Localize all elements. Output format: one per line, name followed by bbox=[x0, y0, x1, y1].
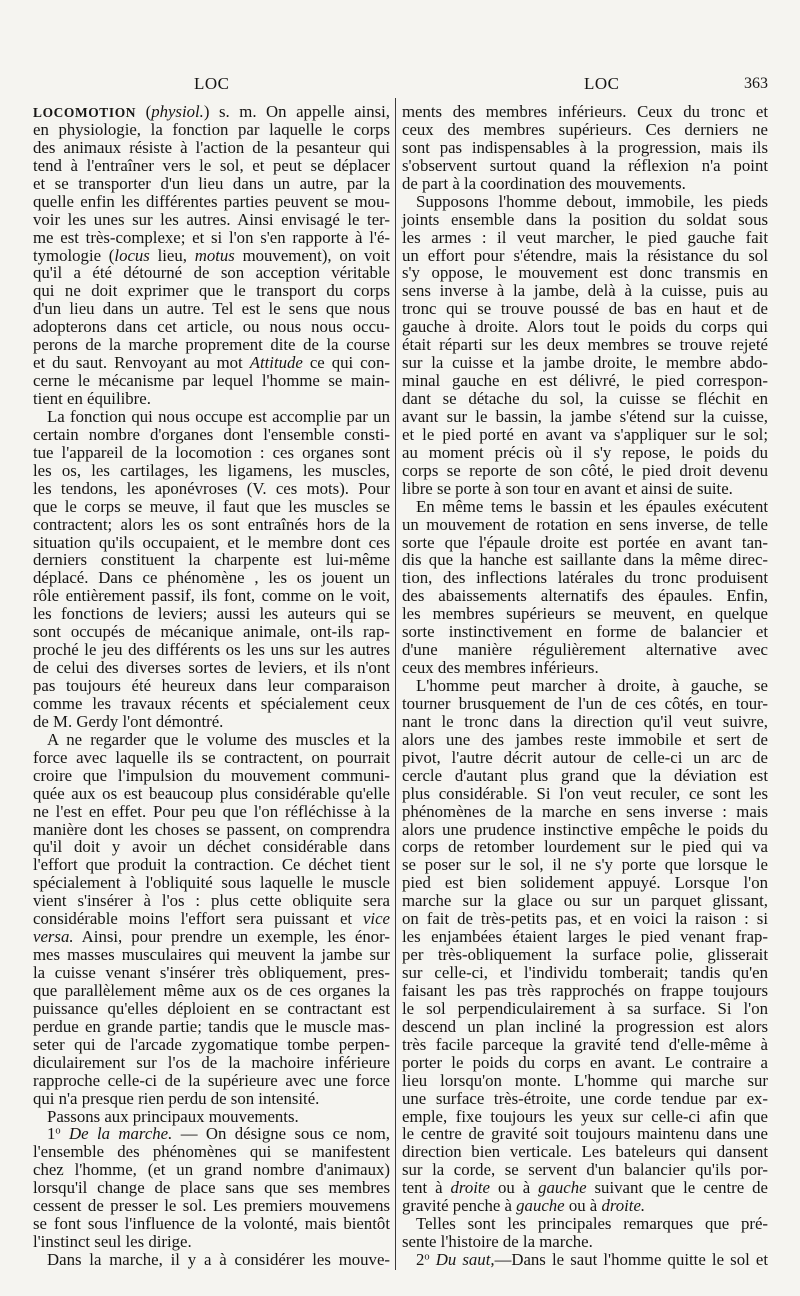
text-run: —Dans le saut l'homme quitte le sol et bbox=[494, 1250, 768, 1269]
text-line: était réparti sur les deux membres se trouve rejeté bbox=[402, 335, 768, 355]
superscript: o bbox=[424, 1251, 430, 1263]
text-line bbox=[33, 103, 390, 121]
text-line: rôle entièrement passif, ils font, comme on le voit, bbox=[33, 586, 390, 606]
text-line bbox=[33, 354, 390, 372]
text-line: croire que l'impulsion du mouvement communi- bbox=[33, 765, 390, 785]
text-line: faisant les pas très rapprochés on frappe toujours bbox=[402, 980, 768, 1000]
text-line: qui ne doit exprimer que le transport du corps bbox=[33, 281, 390, 301]
text-line: plus considérable. Si l'on veut reculer, ce sont les bbox=[402, 783, 768, 803]
text-line: perons de la marche proprement dite de la course bbox=[33, 335, 390, 355]
text-line: très facile parceque la gravité tend d'elle-même à bbox=[402, 1034, 768, 1054]
text-line: que parallèlement même aux os de ces organes la bbox=[33, 980, 390, 1000]
text-line: contractent; alors les os sont entraînés hors de la bbox=[33, 514, 390, 534]
text-line: proché le jeu des différents os les uns sur les autres bbox=[33, 640, 390, 660]
text-line: sont occupés de mécanique animale, ont-ils rap- bbox=[33, 622, 390, 642]
text-line: Passons aux principaux mouvements. bbox=[47, 1106, 299, 1126]
text-line: de celui des diverses sortes de leviers, et ils n'ont bbox=[33, 658, 390, 678]
text-line: alors une prudence instinctive empêche le poids du bbox=[402, 819, 768, 839]
text-line bbox=[402, 1251, 768, 1269]
text-line: ceux des membres supérieurs. Ces derniers ne bbox=[402, 119, 768, 139]
text-line: vient s'insérer à l'os : plus cette obliquite sera bbox=[33, 891, 390, 911]
text-run: et du saut. Renvoyant au mot bbox=[33, 353, 250, 373]
text-line: joints ensemble dans la position du soldat sous bbox=[402, 209, 768, 229]
text-line bbox=[33, 928, 390, 946]
paragraph bbox=[33, 1108, 390, 1126]
text-line: perdue en grande partie; tandis que le muscle mas- bbox=[33, 1016, 390, 1036]
text-line bbox=[402, 1179, 768, 1197]
text-line: les tendons, les aponévroses (V. ces mots). Pour bbox=[33, 478, 390, 498]
text-line: seter qui de l'arcade zygomatique tombe perpen- bbox=[33, 1034, 390, 1054]
text-line: un effort pour s'étendre, mais la résistance du sol bbox=[402, 245, 768, 265]
italic-text: vice bbox=[362, 909, 390, 929]
text-line: descend un plan incliné la progression est alors bbox=[402, 1016, 768, 1036]
text-line: cessent de presser le sol. Les premiers mouvemens bbox=[33, 1196, 390, 1216]
text-line: lieu lorsqu'on monte. L'homme qui marche sur bbox=[402, 1070, 768, 1090]
text-line: Telles sont les principales remarques que pré- bbox=[416, 1214, 768, 1234]
text-line: cerne le mécanisme par lequel l'homme se main- bbox=[33, 371, 390, 391]
text-line: qu'il doit y avoir un déchet considérable dans bbox=[33, 837, 390, 857]
text-line: adopterons dans cet article, ou nous nous occu- bbox=[33, 317, 390, 337]
italic-text: gauche bbox=[538, 1178, 587, 1198]
text-line: La fonction qui nous occupe est accomplie par un bbox=[47, 406, 390, 426]
text-line: cercle d'autant plus grand que la déviation est bbox=[402, 765, 768, 785]
text-line: sur celle-ci, et l'individu tomberait; tandis qu'en bbox=[402, 963, 768, 982]
text-line: quelle enfin les différentes parties peuvent se mou- bbox=[33, 191, 390, 211]
text-line: tourner brusquement de l'un de ces côtés, en tour- bbox=[402, 693, 768, 713]
text-line: une surface très-étroite, une corde tendue par ex- bbox=[402, 1088, 768, 1108]
text-line: tient en équilibre. bbox=[33, 389, 151, 408]
italic-text: locus bbox=[114, 245, 150, 265]
text-line: chez l'homme, (et un grand nombre d'animaux) bbox=[33, 1160, 390, 1180]
text-line: libre se porte à son tour en avant et ainsi de suite. bbox=[402, 478, 733, 498]
text-line: déplacé. Dans ce phénomène , les os jouent un bbox=[33, 568, 390, 588]
text-line: le sol perpendiculairement à sa surface. Si l'on bbox=[402, 998, 768, 1018]
text-line: l'instinct seul les dirige. bbox=[33, 1232, 192, 1252]
italic-text: De la marche. bbox=[60, 1124, 173, 1144]
paragraph bbox=[33, 1125, 390, 1251]
text-line: En même tems le bassin et les épaules exécutent bbox=[416, 496, 768, 516]
text-run: tent à bbox=[402, 1178, 451, 1198]
italic-text: Attitude bbox=[249, 353, 303, 373]
text-line: de part à la coordination des mouvements. bbox=[402, 173, 686, 193]
text-line: puissance qu'elles déploient en se contractant est bbox=[33, 998, 390, 1018]
text-line: s'y oppose, le mouvement est donc transmis en bbox=[402, 263, 768, 283]
text-run: ) s. m. On appelle ainsi, bbox=[203, 102, 390, 121]
text-line: au moment précis où il s'y repose, le poids du bbox=[402, 442, 768, 462]
text-line: direction bien verticale. Les bateleurs qui dansent bbox=[402, 1142, 768, 1162]
text-line: les armes : il veut marcher, le pied gauche fait bbox=[402, 227, 768, 247]
text-run: considérable moins l'effort sera puissant et bbox=[33, 909, 363, 929]
text-line bbox=[33, 1125, 390, 1143]
page-number: 363 bbox=[744, 75, 768, 92]
text-run: Ainsi, pour prendre un exemple, les énor- bbox=[73, 927, 390, 947]
italic-text: motus bbox=[194, 245, 235, 265]
text-line: dis que la hanche est saillante dans la même direc- bbox=[402, 550, 768, 570]
text-line bbox=[33, 247, 390, 265]
text-line: situation qu'ils occupaient, et le membre dont ces bbox=[33, 532, 390, 552]
text-line bbox=[33, 910, 390, 928]
text-run: 2 bbox=[416, 1250, 425, 1269]
text-run: ce qui con- bbox=[302, 353, 390, 373]
text-line: pivot, l'autre décrit autour de celle-ci un arc de bbox=[402, 747, 768, 767]
paragraph bbox=[402, 498, 768, 677]
text-run: 1 bbox=[47, 1124, 56, 1144]
text-line: tue l'appareil de la locomotion : ces organes sont bbox=[33, 442, 390, 462]
running-head bbox=[0, 73, 800, 95]
text-line: l'ensemble des phénomènes qui se manifestent bbox=[33, 1142, 390, 1162]
text-line: et se transporter d'un lieu dans un autre, par la bbox=[33, 173, 390, 193]
text-line: manière dont les choses se passent, on comprendra bbox=[33, 819, 390, 839]
text-line: ments des membres inférieurs. Ceux du tronc et bbox=[402, 102, 768, 121]
text-line: tend à l'entraîner vers le sol, et peut se déplacer bbox=[33, 155, 390, 175]
text-line: comme les travaux récents et spécialement ceux bbox=[33, 693, 390, 713]
text-line: avant sur le bassin, la jambe s'étend sur la cuisse, bbox=[402, 406, 768, 426]
text-line: sorte que l'épaule droite est portée en avant tan- bbox=[402, 532, 768, 552]
text-run: gravité penche à bbox=[402, 1196, 517, 1216]
text-line: voir les unes sur les autres. Ainsi envisagé le ter- bbox=[33, 209, 390, 229]
text-line: sens inverse à la jambe, delà à la cuisse, puis au bbox=[402, 281, 768, 301]
text-line: ceux des membres inférieurs. bbox=[402, 658, 599, 678]
text-line: qu'il a été détourné de son acception véritable bbox=[33, 263, 390, 283]
text-line: des animaux résiste à l'action de la pesanteur qui bbox=[33, 137, 390, 157]
text-line: les os, les cartilages, les ligamens, les muscles, bbox=[33, 460, 390, 480]
text-line: s'observent surtout quand la réflexion n'a point bbox=[402, 155, 768, 175]
text-line: pied est bien solidement appuyé. Lorsque l'on bbox=[402, 873, 768, 893]
text-line: de M. Gerdy l'ont démontré. bbox=[33, 711, 224, 731]
text-line: des abaissements alternatifs des épaules. Enfin, bbox=[402, 586, 768, 606]
text-line: un mouvement de rotation en sens inverse, de telle bbox=[402, 514, 768, 534]
text-run: ( bbox=[136, 102, 152, 121]
superscript: o bbox=[55, 1125, 61, 1137]
text-run: suivant que le centre de bbox=[586, 1178, 768, 1198]
text-run: tymologie ( bbox=[33, 245, 115, 265]
text-line: alors une des jambes reste immobile et sert de bbox=[402, 729, 768, 749]
text-line: sorte instinctivement en forme de balancier et bbox=[402, 622, 768, 642]
text-line: phénomènes de la marche en sens inverse : mais bbox=[402, 801, 768, 821]
paragraph bbox=[402, 103, 768, 193]
text-line: qui n'a presque rien perdu de son intensité. bbox=[33, 1088, 320, 1108]
running-head-right: LOC bbox=[584, 74, 620, 93]
text-line: corps se reporte de son côté, le pied droit devenu bbox=[402, 460, 768, 480]
paragraph bbox=[402, 193, 768, 498]
italic-text: droite bbox=[450, 1178, 490, 1198]
left-column bbox=[33, 103, 390, 1269]
text-line: Dans la marche, il y a à considérer les mouve- bbox=[47, 1250, 390, 1269]
text-line: on fait de très-petits pas, et en voici la raison : si bbox=[402, 909, 768, 929]
paragraph bbox=[402, 1251, 768, 1269]
text-line: l'effort que produit la contraction. Ce déchet tient bbox=[33, 855, 390, 875]
text-line: lorsqu'il change de place sans que ses membres bbox=[33, 1178, 390, 1198]
text-line: que le corps se meuve, il faut que les muscles se bbox=[33, 496, 390, 516]
headword: LOCOMOTION bbox=[33, 105, 137, 120]
text-run: mouvement), on voit bbox=[234, 245, 391, 265]
text-run: ou à bbox=[564, 1196, 602, 1216]
text-line: diculairement sur l'os de la machoire inférieure bbox=[33, 1052, 390, 1072]
paragraph bbox=[402, 677, 768, 1215]
text-line: les fonctions de leviers; aussi les auteurs qui se bbox=[33, 604, 390, 624]
italic-text: droite. bbox=[601, 1196, 646, 1216]
text-line: les membres supérieurs se meuvent, en quelque bbox=[402, 604, 768, 624]
text-line: se poser sur le sol, il ne s'y porte que lorsque le bbox=[402, 855, 768, 875]
text-line: sont pas indispensables à la progression, mais ils bbox=[402, 137, 768, 157]
text-line: A ne regarder que le volume des muscles et la bbox=[47, 729, 390, 749]
text-line: d'un lieu dans un autre. Tel est le sens que nous bbox=[33, 299, 390, 319]
text-line: nant le tronc dans la direction qu'il veut suivre, bbox=[402, 711, 768, 731]
text-line: marche sur la glace ou sur un parquet glissant, bbox=[402, 891, 768, 911]
text-line: ne l'est en effet. Pour peu que l'on réfléchisse à la bbox=[33, 801, 390, 821]
text-line: derniers constituent la charpente est lui-même bbox=[33, 550, 390, 570]
text-line: sur la cuisse et la jambe droite, le membre abdo- bbox=[402, 353, 768, 373]
text-line: et le pied porté en avant va s'appliquer sur le sol; bbox=[402, 424, 768, 444]
text-line: spécialement à l'obliquité sous laquelle le muscle bbox=[33, 873, 390, 893]
text-line: per très-obliquement la surface polie, glisserait bbox=[402, 945, 768, 965]
paragraph bbox=[33, 408, 390, 731]
text-line: la cuisse venant s'insérer très obliquement, pres- bbox=[33, 963, 390, 982]
paragraph bbox=[402, 1215, 768, 1251]
right-column bbox=[402, 103, 768, 1269]
text-line: minal gauche en est délivré, le pied correspon- bbox=[402, 371, 768, 391]
italic-text: Du saut, bbox=[429, 1250, 495, 1269]
text-run: — On désigne sous ce nom, bbox=[172, 1124, 391, 1144]
text-line: d'une manière régulièrement alternative avec bbox=[402, 640, 768, 660]
text-line: me est très-complexe; et si l'on s'en rapporte à l'é- bbox=[33, 227, 390, 247]
text-line: certain nombre d'organes dont l'ensemble consti- bbox=[33, 424, 390, 444]
text-line: se font sous l'influence de la volonté, mais bientôt bbox=[33, 1214, 390, 1234]
text-line: corps de retomber lourdement sur le pied qui va bbox=[402, 837, 768, 857]
text-line: tronc qui se trouve poussé de bas en haut et de bbox=[402, 299, 768, 319]
text-line bbox=[402, 1197, 768, 1215]
text-line: porter le poids du corps en avant. Le contraire a bbox=[402, 1052, 768, 1072]
italic-text: gauche bbox=[516, 1196, 565, 1216]
text-line: mes masses musculaires qui meuvent la jambe sur bbox=[33, 945, 390, 965]
text-line: sente l'histoire de la marche. bbox=[402, 1232, 593, 1252]
text-line: rapproche celle-ci de la supérieure avec une force bbox=[33, 1070, 390, 1090]
text-line: tion, des inflections latérales du tronc produisent bbox=[402, 568, 768, 588]
paragraph bbox=[33, 731, 390, 1108]
text-line: le centre de gravité soit toujours maintenu dans une bbox=[402, 1124, 768, 1144]
text-line: force avec laquelle ils se contractent, on pourrait bbox=[33, 747, 390, 767]
text-line: L'homme peut marcher à droite, à gauche, se bbox=[416, 676, 768, 695]
text-line: sur la corde, se servent d'un balancier qu'ils por- bbox=[402, 1160, 768, 1180]
text-line: les enjambées étaient larges le pied venant frap- bbox=[402, 927, 768, 947]
text-line: quée aux os est beaucoup plus considérable qu'elle bbox=[33, 783, 390, 803]
running-head-left: LOC bbox=[194, 74, 230, 93]
text-line: emple, fixe toujours les yeux sur celle-ci afin que bbox=[402, 1106, 768, 1126]
paragraph bbox=[33, 1251, 390, 1269]
text-line: pas toujours été heureux dans leur comparaison bbox=[33, 676, 390, 695]
text-run: ou à bbox=[490, 1178, 539, 1198]
italic-text: versa. bbox=[33, 927, 74, 947]
column-rule bbox=[395, 98, 396, 1270]
italic-text: physiol. bbox=[151, 102, 204, 121]
text-line: dant se détache du sol, la cuisse se fléchit en bbox=[402, 389, 768, 408]
text-line: gauche à droite. Alors tout le poids du corps qui bbox=[402, 317, 768, 337]
text-run: lieu, bbox=[149, 245, 195, 265]
paragraph bbox=[33, 103, 390, 408]
text-line: en physiologie, la fonction par laquelle le corps bbox=[33, 119, 390, 139]
text-line: Supposons l'homme debout, immobile, les pieds bbox=[416, 191, 768, 211]
